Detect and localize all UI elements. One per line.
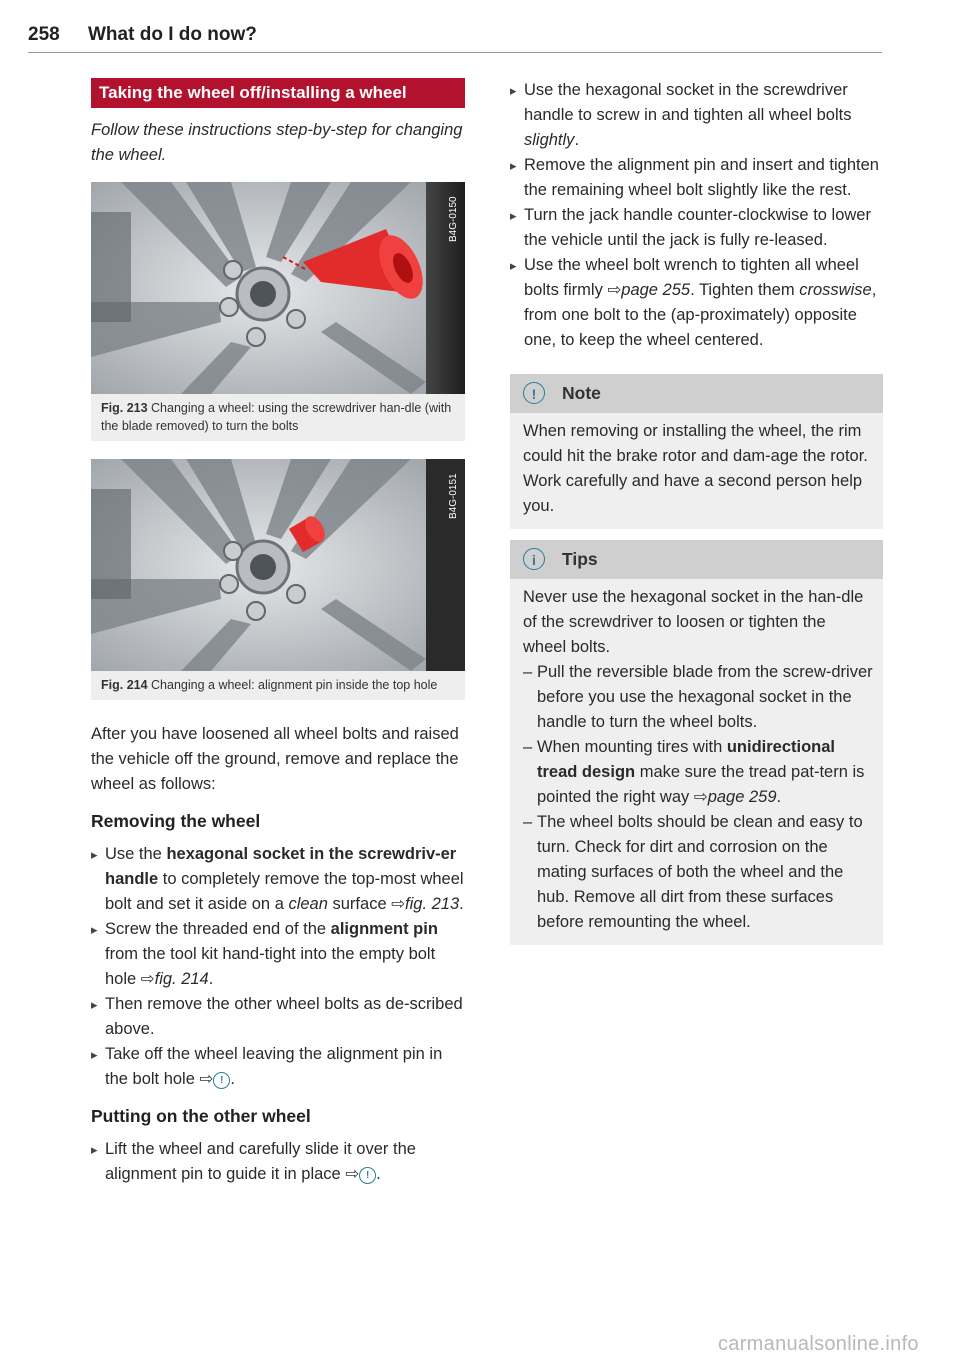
section-intro: Follow these instructions step-by-step for changing the wheel. — [91, 121, 463, 164]
caution-icon: ! — [523, 382, 545, 404]
removing-steps — [91, 842, 465, 1092]
cross-ref-arrow-icon: ⇨ — [607, 281, 622, 299]
figure-caption-text: Changing a wheel: using the screwdriver han-dle (with the blade removed) to turn the bolts — [101, 401, 452, 433]
tips-text: Never use the hexagonal socket in the han-dle of the screwdriver to loosen or tighten the wheel bolts. — [523, 588, 864, 656]
alignment-pin-photo-214 — [91, 459, 465, 671]
tips-list — [523, 660, 873, 935]
page-header — [28, 24, 882, 53]
tips-header — [510, 540, 883, 579]
list-item: – The wheel bolts should be clean and easy to turn. Check for dirt and corrosion on the mating surfaces of both the wheel and the hub. Remove all dirt from these surfaces before remounting the wheel. — [523, 810, 873, 935]
after-loosen-text: After you have loosened all wheel bolts and raised the vehicle off the ground, remove and replace the wheel as follows: — [91, 725, 459, 793]
figure-caption-text: Changing a wheel: alignment pin inside the top hole — [151, 678, 438, 692]
list-item: ▸ Turn the jack handle counter-clockwise to lower the vehicle until the jack is fully re-leased. — [510, 203, 883, 253]
section-title: Taking the wheel off/installing a wheel — [91, 78, 465, 108]
figure-number: Fig. 213 — [101, 401, 148, 415]
list-item: ▸ Use the hexagonal socket in the screwdriv-er handle to completely remove the top-most wheel bolt and set it aside on a clean surface ⇨fig. 213. — [91, 842, 465, 917]
installing-steps — [510, 78, 883, 353]
page-link[interactable]: page 259 — [707, 788, 777, 806]
note-title: Note — [562, 383, 601, 403]
cross-ref-arrow-icon: ⇨ — [140, 970, 155, 988]
figure-213 — [91, 182, 465, 441]
cross-ref-arrow-icon: ⇨ — [345, 1165, 360, 1183]
figure-code: B4G-0150 — [448, 196, 459, 242]
wheel-bolt-photo-213 — [91, 182, 465, 394]
left-column — [91, 78, 465, 1187]
removing-heading: Removing the wheel — [91, 811, 261, 831]
putting-steps — [91, 1137, 465, 1187]
chapter-title: What do I do now? — [88, 24, 257, 45]
putting-heading: Putting on the other wheel — [91, 1106, 311, 1126]
figure-number: Fig. 214 — [101, 678, 148, 692]
figure-caption — [91, 394, 465, 441]
list-item: ▸ Use the hexagonal socket in the screwdriver handle to screw in and tighten all wheel bolts slightly. — [510, 78, 883, 153]
note-text: When removing or installing the wheel, the rim could hit the brake rotor and dam-age the rotor. Work carefully and have a second person help you. — [523, 422, 868, 515]
watermark: carmanualsonline.info — [718, 1333, 919, 1355]
figure-link[interactable]: fig. 214 — [154, 970, 209, 988]
tips-title: Tips — [562, 549, 598, 569]
figure-214 — [91, 459, 465, 700]
right-column — [510, 78, 883, 945]
page-link[interactable]: page 255 — [621, 281, 691, 299]
cross-ref-arrow-icon: ⇨ — [199, 1070, 214, 1088]
note-body — [510, 413, 883, 529]
list-item: – Pull the reversible blade from the screw-driver before you use the hexagonal socket in the handle to turn the wheel bolts. — [523, 660, 873, 735]
cross-ref-arrow-icon: ⇨ — [693, 788, 708, 806]
info-icon: i — [523, 548, 545, 570]
list-item: ▸ Lift the wheel and carefully slide it over the alignment pin to guide it in place ⇨ ! . — [91, 1137, 465, 1187]
list-item: ▸ Screw the threaded end of the alignment pin from the tool kit hand-tight into the empty bolt hole ⇨fig. 214. — [91, 917, 465, 992]
figure-caption — [91, 671, 465, 700]
note-header — [510, 374, 883, 413]
list-item: ▸ Remove the alignment pin and insert and tighten the remaining wheel bolt slightly like the rest. — [510, 153, 883, 203]
caution-icon[interactable]: ! — [213, 1072, 230, 1089]
tips-body — [510, 579, 883, 945]
tips-box — [510, 540, 883, 945]
list-item: ▸ Use the wheel bolt wrench to tighten all wheel bolts firmly ⇨page 255. Tighten them crosswise, from one bolt to the (ap-proximately) opposite one, to keep the wheel centered. — [510, 253, 883, 353]
note-box — [510, 374, 883, 529]
list-item: ▸ Then remove the other wheel bolts as de-scribed above. — [91, 992, 465, 1042]
list-item: ▸ Take off the wheel leaving the alignment pin in the bolt hole ⇨ ! . — [91, 1042, 465, 1092]
cross-ref-arrow-icon: ⇨ — [391, 895, 406, 913]
caution-icon[interactable]: ! — [359, 1167, 376, 1184]
page-number: 258 — [28, 24, 60, 45]
figure-code: B4G-0151 — [448, 473, 459, 519]
list-item: – When mounting tires with unidirectional tread design make sure the tread pat-tern is pointed the right way ⇨page 259. — [523, 735, 873, 810]
figure-link[interactable]: fig. 213 — [405, 895, 460, 913]
